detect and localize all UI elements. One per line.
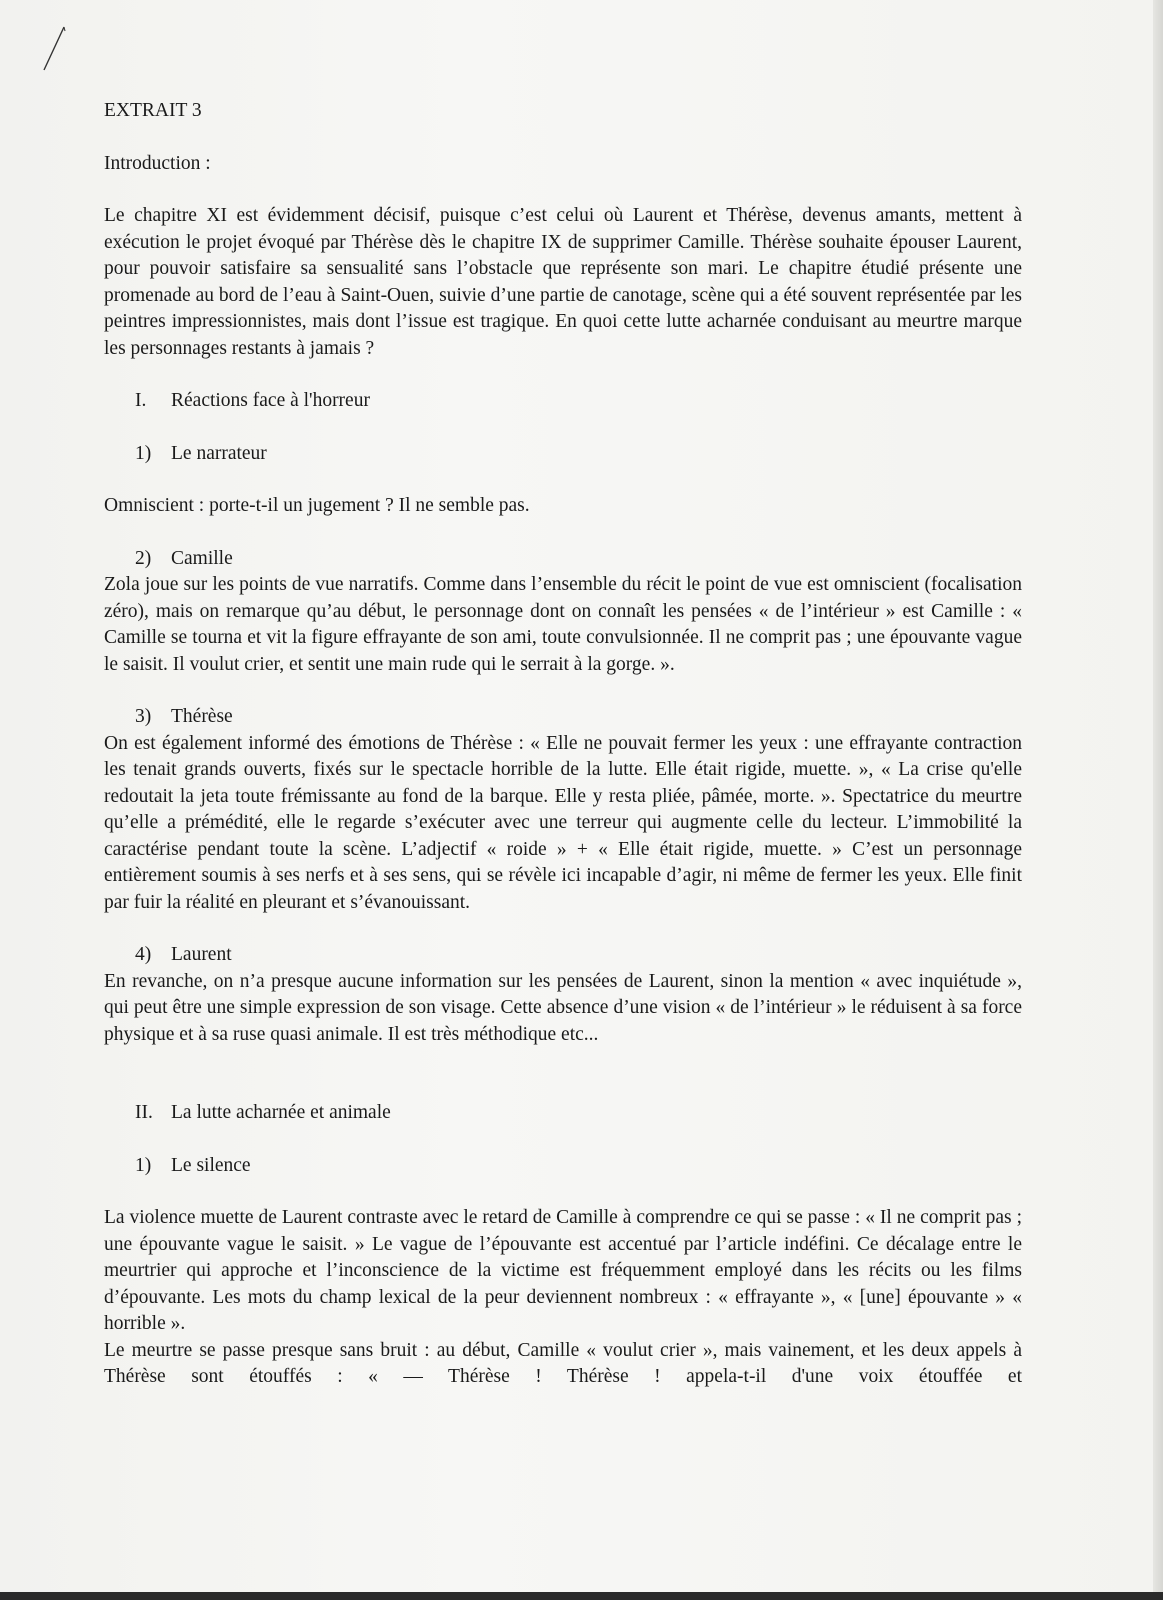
section-text: Zola joue sur les points de vue narratifs. Comme dans l’ensemble du récit le point de vue est omniscient (focalisation zéro), mais on remarque qu’au début, le personnage dont on connaît les pensées « de l’intérieur » est Camille : « Camille se tourna et vit la figure effrayante de son ami, toute convulsionnée. Il ne comprit pas ; une épouvante vague le saisit. Il voulut crier, et sentit une main rude qui le serrait à la gorge. ». bbox=[104, 574, 1022, 675]
part-2-heading bbox=[104, 1100, 1022, 1127]
section-heading bbox=[104, 546, 1022, 573]
intro-paragraph: Le chapitre XI est évidemment décisif, puisque c’est celui où Laurent et Thérèse, devenus amants, mettent à exécution le projet évoqué par Thérèse dès le chapitre IX de supprimer Camille. Thérèse souhaite épouser Laurent, pour pouvoir satisfaire sa sensualité sans l’obstacle que représente son mari. Le chapitre étudié présente une promenade au bord de l’eau à Saint-Ouen, suivie d’une partie de canotage, scène qui a été souvent représentée par les peintres impressionnistes, mais dont l’issue est tragique. En quoi cette lutte acharnée conduisant au meurtre marque les personnages restants à jamais ? bbox=[104, 205, 1022, 359]
document-title: EXTRAIT 3 bbox=[104, 100, 202, 121]
section-text: On est également informé des émotions de Thérèse : « Elle ne pouvait fermer les yeux : une effrayante contraction les tenait grands ouverts, fixés sur le spectacle horrible de la lutte. Elle était rigide, muette. », « La crise qu'elle redoutait la jeta toute frémissante au fond de la barque. Elle y resta pliée, pâmée, morte. ». Spectatrice du meurtre qu’elle a prémédité, elle le regarde s’exécuter avec une terreur qui augmente celle du lecteur. L’immobilité la caractérise pendant toute la scène. L’adjectif « roide » + « Elle était rigide, muette. » C’est un personnage entièrement soumis à ses nerfs et à ses sens, qui se révèle ici incapable d’agir, ni même de fermer les yeux. Elle finit par fuir la réalité en pleurant et s’évanouissant. bbox=[104, 732, 1022, 913]
section-text: En revanche, on n’a presque aucune information sur les pensées de Laurent, sinon la mention « avec inquiétude », qui peut être une simple expression de son visage. Cette absence d’une vision « de l’intérieur » le réduisent à sa force physique et à sa ruse quasi animale. Il est très méthodique etc... bbox=[104, 970, 1022, 1045]
section-number: 1) bbox=[135, 1154, 152, 1176]
document-body bbox=[104, 98, 1022, 1391]
page-bottom-edge bbox=[0, 1592, 1163, 1600]
page-edge-shadow bbox=[1153, 0, 1163, 1600]
pen-mark-icon bbox=[38, 24, 68, 74]
section-text-continued: Le meurtre se passe presque sans bruit : au début, Camille « voulut crier », mais vainement, et les deux appels à Thérèse sont étouffés : « — Thérèse ! Thérèse ! appela-t-il d'une voix étouffée et bbox=[104, 1339, 1022, 1387]
section-heading bbox=[104, 704, 1022, 731]
section-title: Camille bbox=[171, 547, 233, 569]
section-heading bbox=[104, 942, 1022, 969]
section-heading bbox=[104, 1153, 1022, 1180]
section-text: Omniscient : porte-t-il un jugement ? Il ne semble pas. bbox=[104, 495, 530, 516]
section-title: Thérèse bbox=[171, 706, 233, 727]
section-title: Le narrateur bbox=[171, 442, 267, 464]
intro-heading: Introduction : bbox=[104, 152, 211, 174]
section-text: La violence muette de Laurent contraste avec le retard de Camille à comprendre ce qui se passe : « Il ne comprit pas ; une épouvante vague le saisit. » Le vague de l’épouvante est accentué par l’article indéfini. Ce décalage entre le meurtrier qui approche et l’inconscience de la victime est fréquemment employé dans les récits ou les films d’épouvante. Les mots du champ lexical de la peur deviennent nombreux : « effrayante », « [une] épouvante » « horrible ». bbox=[104, 1207, 1022, 1334]
section-heading bbox=[104, 441, 1022, 468]
part-2-number: II. bbox=[135, 1102, 153, 1123]
section-title: Le silence bbox=[171, 1154, 251, 1176]
section-number: 3) bbox=[135, 706, 152, 727]
part-1-heading bbox=[104, 388, 1022, 415]
section-number: 1) bbox=[135, 442, 152, 464]
section-title: Laurent bbox=[171, 944, 232, 965]
part-2-title: La lutte acharnée et animale bbox=[171, 1102, 391, 1123]
part-1-title: Réactions face à l'horreur bbox=[171, 390, 370, 411]
section-number: 2) bbox=[135, 547, 152, 569]
part-1-number: I. bbox=[135, 390, 147, 411]
section-number: 4) bbox=[135, 944, 152, 965]
